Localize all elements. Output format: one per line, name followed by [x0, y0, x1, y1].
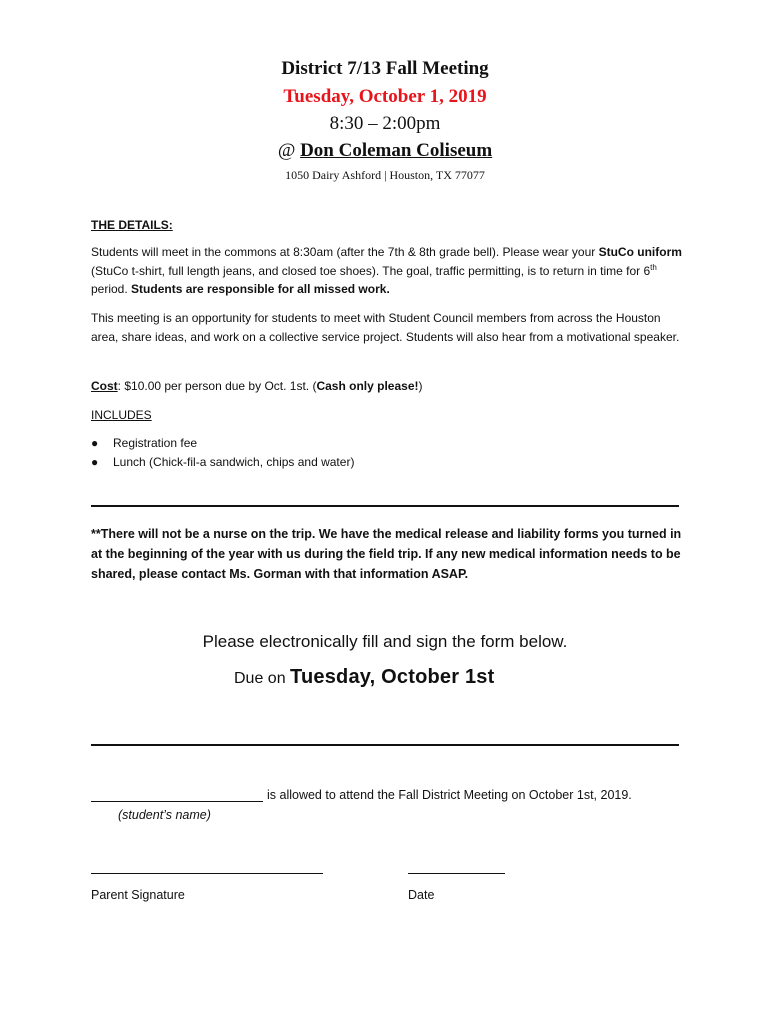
list-item — [91, 453, 354, 472]
venue-prefix: @ — [277, 140, 301, 161]
details-paragraph-1 — [91, 243, 691, 299]
student-name-field[interactable] — [91, 787, 263, 802]
cost-cash-only: Cash only please! — [316, 379, 419, 393]
permission-text: is allowed to attend the Fall District Meeting on October 1st, 2019. — [267, 788, 632, 802]
cost-end: ) — [418, 379, 423, 393]
para1-superscript: th — [650, 262, 657, 272]
list-item-text: Lunch (Chick-fil-a sandwich, chips and water) — [113, 455, 355, 469]
venue-address: 1050 Dairy Ashford | Houston, TX 77077 — [285, 168, 485, 182]
details-heading: THE DETAILS: — [91, 218, 173, 232]
cost-line — [91, 377, 691, 396]
meeting-date: Tuesday, October 1, 2019 — [283, 86, 487, 107]
bullet-icon: ● — [91, 436, 99, 450]
para1-bold-uniform: StuCo uniform — [598, 245, 682, 259]
cost-text: : $10.00 per person due by Oct. 1st. ( — [117, 379, 317, 393]
nurse-notice: **There will not be a nurse on the trip. We have the medical release and liability forms you turned in at the beginning of the year with us during the field trip. If any new medical information needs to be shared, please contact Ms. Gorman with that information ASAP. — [91, 527, 682, 581]
parent-signature-field[interactable] — [91, 873, 323, 874]
para1-bold-missed-work: Students are responsible for all missed work. — [131, 282, 390, 296]
student-name-hint: (student’s name) — [118, 808, 211, 822]
meeting-title: District 7/13 Fall Meeting — [281, 58, 489, 79]
para1-text-a: Students will meet in the commons at 8:30am (after the 7th & 8th grade bell). Please wear your — [91, 245, 599, 259]
bullet-icon: ● — [91, 455, 99, 469]
details-paragraph-2: This meeting is an opportunity for students to meet with Student Council members from across the Houston area, share ideas, and work on a collective service project. Students will also hear from a motivational speaker. — [91, 311, 680, 344]
meeting-time: 8:30 – 2:00pm — [329, 113, 441, 134]
parent-signature-label: Parent Signature — [91, 888, 185, 902]
venue-name: Don Coleman Coliseum — [300, 140, 493, 161]
divider — [91, 505, 679, 507]
date-label: Date — [408, 888, 435, 902]
due-line — [234, 666, 494, 689]
permission-line — [91, 787, 632, 802]
due-prefix: Due on — [234, 670, 291, 687]
divider — [91, 744, 679, 746]
includes-list — [91, 434, 354, 472]
para1-text-c: period. — [91, 282, 132, 296]
cost-label: Cost — [91, 379, 118, 393]
meeting-venue — [0, 140, 770, 162]
due-date: Tuesday, October 1st — [290, 666, 495, 688]
date-field[interactable] — [408, 873, 505, 874]
list-item — [91, 434, 354, 453]
form-instruction: Please electronically fill and sign the form below. — [202, 632, 568, 651]
list-item-text: Registration fee — [113, 436, 198, 450]
para1-text-b: (StuCo t-shirt, full length jeans, and closed toe shoes). The goal, traffic permitting, is to return in time for 6 — [91, 263, 651, 278]
includes-heading: INCLUDES — [91, 408, 152, 422]
